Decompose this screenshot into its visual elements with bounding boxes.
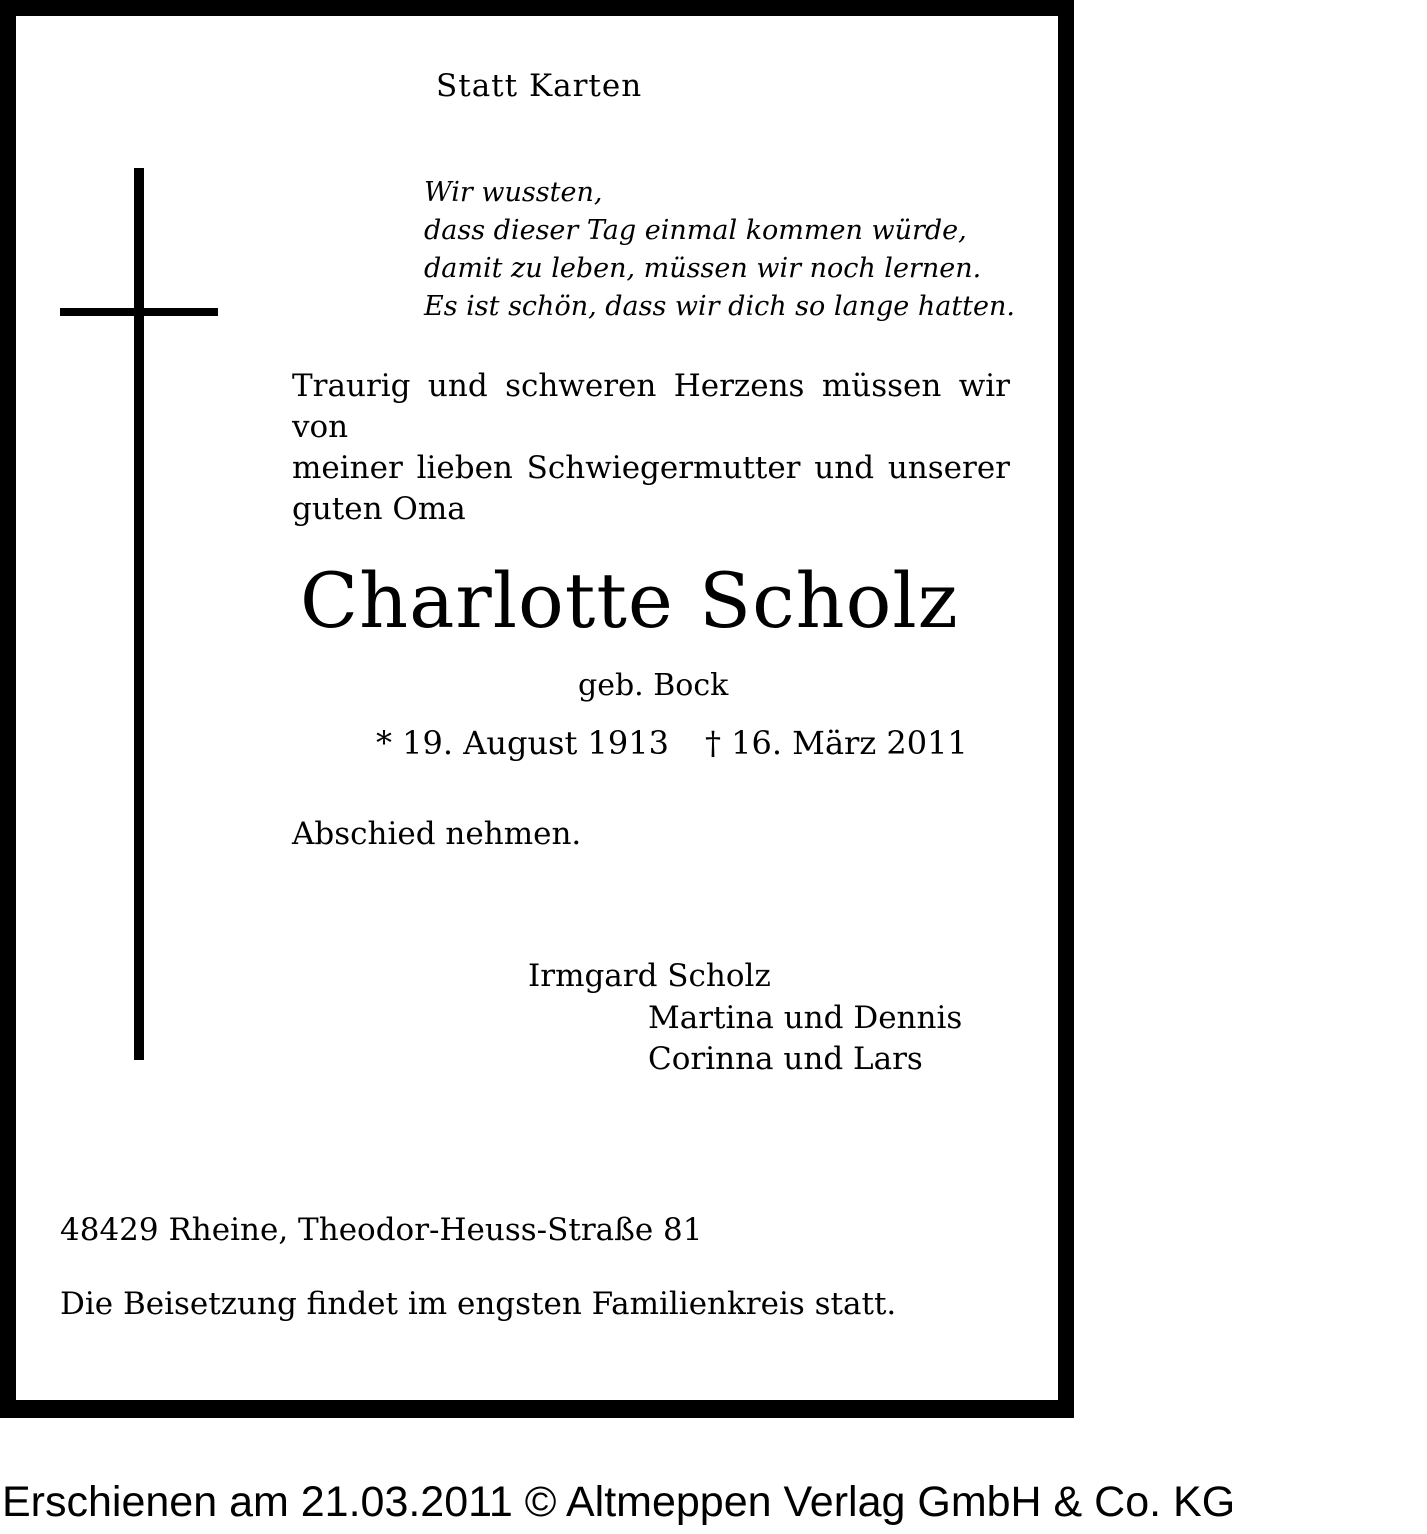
poem-line: dass dieser Tag einmal kommen würde, bbox=[424, 215, 967, 246]
death-date: † 16. März 2011 bbox=[704, 724, 968, 762]
burial-note: Die Beisetzung findet im engsten Familienkreis statt. bbox=[60, 1286, 897, 1322]
poem-line: damit zu leben, müssen wir noch lernen. bbox=[424, 253, 982, 284]
publication-footer: Erschienen am 21.03.2011 © Altmeppen Verlag GmbH & Co. KG bbox=[2, 1478, 1236, 1526]
address: 48429 Rheine, Theodor-Heuss-Straße 81 bbox=[60, 1212, 703, 1248]
mourner-family-line: Martina und Dennis bbox=[648, 1000, 963, 1036]
mourner-main: Irmgard Scholz bbox=[528, 958, 771, 994]
cross-icon bbox=[134, 168, 144, 1060]
intro-text bbox=[292, 366, 1010, 530]
poem-line: Wir wussten, bbox=[424, 177, 603, 208]
cross-icon-bar bbox=[60, 308, 218, 316]
mourner-family-line: Corinna und Lars bbox=[648, 1041, 923, 1077]
poem bbox=[424, 174, 1015, 326]
farewell-text: Abschied nehmen. bbox=[292, 816, 582, 852]
maiden-name: geb. Bock bbox=[578, 668, 729, 703]
intro-line: meiner lieben Schwiegermutter und unserer bbox=[292, 450, 1010, 486]
deceased-name: Charlotte Scholz bbox=[300, 556, 959, 645]
poem-line: Es ist schön, dass wir dich so lange hatten. bbox=[424, 291, 1015, 322]
birth-date: * 19. August 1913 bbox=[376, 724, 669, 762]
mourner-family bbox=[648, 998, 962, 1080]
notice-heading: Statt Karten bbox=[436, 68, 643, 104]
intro-line: guten Oma bbox=[292, 491, 466, 527]
life-dates bbox=[376, 724, 968, 762]
intro-line: Traurig und schweren Herzens müssen wir von bbox=[292, 368, 1010, 445]
